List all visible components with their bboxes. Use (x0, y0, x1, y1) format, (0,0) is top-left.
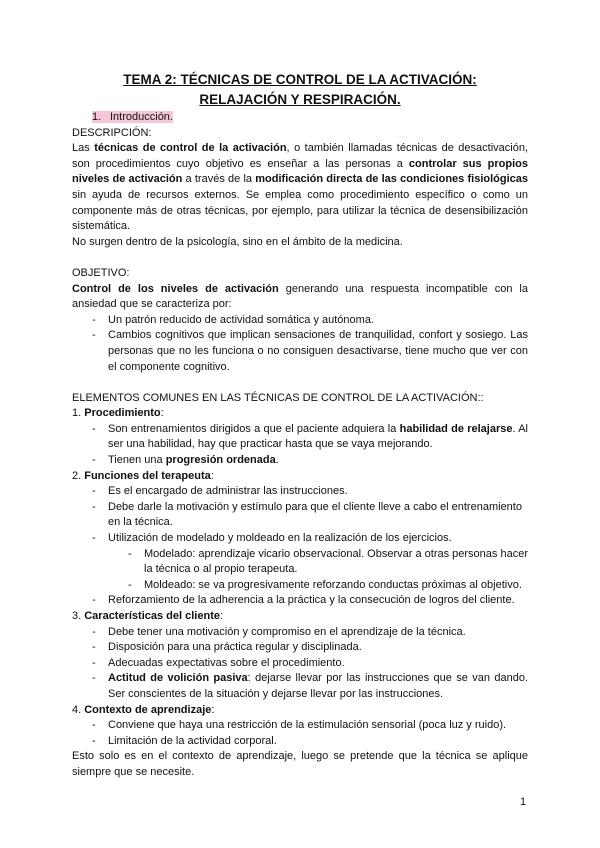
list-item: - Un patrón reducido de actividad somática y autónoma. (72, 313, 528, 329)
text-run: . (275, 454, 279, 467)
section-3-heading (72, 609, 528, 625)
list-item (72, 453, 528, 469)
section-intro-heading (92, 110, 528, 126)
text-run: Las (72, 142, 95, 155)
document-title-line-2: RELAJACIÓN Y RESPIRACIÓN. (199, 92, 401, 107)
intro-label: Introducción. (110, 111, 173, 123)
section-2-heading (72, 469, 528, 485)
text-run: Son entrenamientos dirigidos a que el paciente adquiera la (108, 422, 400, 435)
list-item: - Utilización de modelado y moldeado en la realización de los ejercicios. (72, 531, 528, 547)
list-item: - Conviene que haya una restricción de la estimulación sensorial (poca luz y ruido). (72, 718, 528, 734)
bold-run: modificación directa de las condiciones fisiológicas (255, 173, 528, 186)
list-item: - Disposición para una práctica regular y disciplinada. (72, 640, 528, 656)
list-item (72, 671, 528, 702)
list-item: - Es el encargado de administrar las instrucciones. (72, 484, 528, 500)
descripcion-paragraph-2: No surgen dentro de la psicología, sino en el ámbito de la medicina. (72, 235, 403, 248)
text-run: : (219, 610, 224, 622)
document-body (72, 110, 528, 781)
text-run: : (210, 469, 214, 482)
section-label: Funciones del terapeuta (84, 469, 211, 482)
list-item: - Cambios cognitivos que implican sensaciones de tranquilidad, confort y sosiego. Las personas que no les funciona o no consiguen desactivarse, tiene mucho que ver con el componente cognitivo. (72, 328, 528, 375)
text-run: : dejarse llevar por las instrucciones que se van dando. Ser conscientes de la situación y dejarse llevar por las instrucciones. (108, 672, 528, 700)
sub-list-item: - Modelado: aprendizaje vicario observacional. Observar a otras personas hacer la técnica o al propio terapeuta. (72, 547, 528, 578)
list-item: - Limitación de la actividad corporal. (72, 734, 528, 750)
section-4-heading (72, 703, 528, 719)
list-item: - Reforzamiento de la adherencia a la práctica y la consecución de logros del cliente. (72, 593, 528, 609)
section-number: 1. (72, 407, 85, 420)
text-run: . Al ser una habilidad, hay que practicar hasta que se vaya mejorando. (108, 422, 528, 451)
descripcion-paragraph-1 (72, 141, 528, 235)
text-run: : (211, 703, 215, 716)
section-label: Contexto de aprendizaje (84, 703, 212, 716)
bold-run: técnicas de control de la activación (94, 142, 287, 155)
bold-run: Control de los niveles de activación (72, 282, 279, 295)
section-1-heading (72, 406, 528, 422)
bold-run: Actitud de volición pasiva (108, 672, 248, 685)
text-run: sin ayuda de recursos externos. Se emplea como procedimiento específico o como un componente más de otras técnicas, por ejemplo, para utilizar la técnica de desensibilización sistemática. (72, 188, 528, 233)
closing-paragraph: Esto solo es en el contexto de aprendizaje, luego se pretende que la técnica se aplique siempre que se necesite. (72, 750, 528, 778)
page-number: 1 (520, 796, 527, 808)
objetivo-paragraph (72, 282, 528, 313)
text-run: Tienen una (108, 454, 166, 467)
objetivo-heading: OBJETIVO: (72, 266, 130, 279)
descripcion-heading: DESCRIPCIÓN: (72, 126, 152, 139)
bold-run: progresión ordenada (165, 454, 276, 467)
section-number: 2. (72, 469, 85, 482)
section-label: Características del cliente (84, 610, 220, 622)
bold-run: controlar sus propios niveles de activación (72, 157, 528, 186)
intro-number: 1. (92, 111, 102, 123)
section-label: Procedimiento (84, 407, 161, 420)
bold-run: habilidad de relajarse (399, 422, 513, 435)
text-run: a través de la (182, 173, 256, 186)
section-number: 3. (72, 610, 85, 622)
elementos-heading: ELEMENTOS COMUNES EN LAS TÉCNICAS DE CONTROL DE LA ACTIVACIÓN:: (72, 391, 484, 404)
list-item (72, 422, 528, 453)
section-number: 4. (72, 703, 85, 716)
text-run: , o también llamadas técnicas de desactivación, son procedimientos cuyo objetivo es enseñar a las personas a (72, 142, 529, 170)
list-item: - Debe tener una motivación y compromiso en el aprendizaje de la técnica. (72, 625, 528, 641)
list-item: - Adecuadas expectativas sobre el procedimiento. (72, 656, 528, 672)
sub-list-item: - Moldeado: se va progresivamente reforzando conductas próximas al objetivo. (72, 578, 528, 594)
list-item: - Debe darle la motivación y estímulo para que el cliente lleve a cabo el entrenamiento en la técnica. (72, 500, 528, 531)
text-run: : (160, 407, 164, 420)
text-run: generando una respuesta incompatible con la ansiedad que se caracteriza por: (72, 282, 528, 311)
document-title-line-1: TEMA 2: TÉCNICAS DE CONTROL DE LA ACTIVACIÓN: (123, 72, 477, 87)
